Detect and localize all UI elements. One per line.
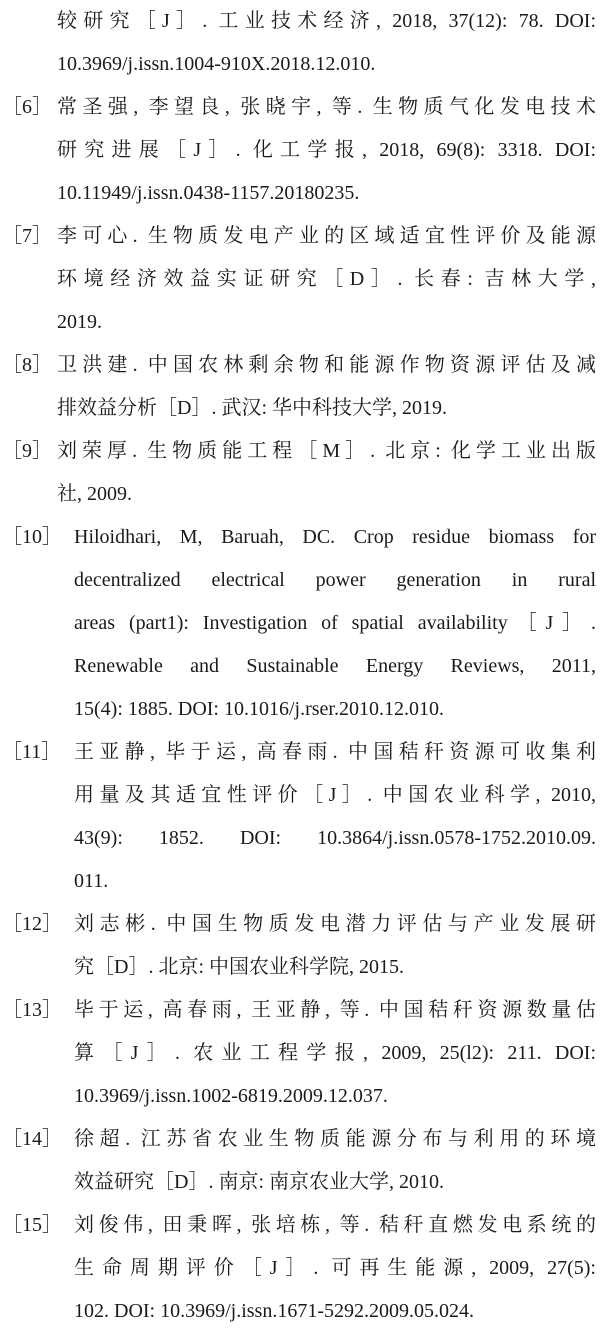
reference-number: ［9］ [2,440,52,462]
reference-number: ［8］ [2,354,52,376]
reference-entry [0,731,600,903]
reference-line: 环境经济效益实证研究［D］. 长春: 吉林大学, [57,268,596,290]
reference-line: 10.11949/j.issn.0438-1157.20180235. [57,182,360,204]
reference-line: Hiloidhari, M, Baruah, DC. Crop residue biomass for [74,526,596,548]
reference-line: Renewable and Sustainable Energy Reviews, 2011, [74,655,596,677]
reference-number: ［14］ [2,1128,62,1150]
reference-number: ［13］ [2,999,62,1021]
reference-line: 李可心. 生物质发电产业的区域适宜性评价及能源 [57,225,596,247]
reference-entry [0,215,600,344]
reference-number: ［10］ [2,526,62,548]
reference-line: 102. DOI: 10.3969/j.issn.1671-5292.2009.05.024. [74,1300,474,1322]
reference-number: ［7］ [2,225,52,247]
reference-number: ［11］ [2,741,62,763]
reference-line: 算［J］. 农业工程学报, 2009, 25(l2): 211. DOI: [74,1042,596,1064]
reference-line: 43(9): 1852. DOI: 10.3864/j.issn.0578-1752.2010.09. [74,827,596,849]
reference-number: ［15］ [2,1214,62,1236]
reference-entry [0,903,600,989]
reference-line: 常圣强, 李望良, 张晓宇, 等. 生物质气化发电技术 [57,96,596,118]
reference-entry [0,516,600,731]
reference-line: 毕于运, 高春雨, 王亚静, 等. 中国秸秆资源数量估 [74,999,596,1021]
reference-line: 卫洪建. 中国农林剩余物和能源作物资源评估及减 [57,354,596,376]
reference-line: 2019. [57,311,102,333]
reference-line: 用量及其适宜性评价［J］. 中国农业科学, 2010, [74,784,596,806]
reference-entry [0,1118,600,1204]
reference-line: 较研究［J］. 工业技术经济, 2018, 37(12): 78. DOI: [57,10,596,32]
reference-line: 10.3969/j.issn.1004-910X.2018.12.010. [57,53,376,75]
reference-line: 10.3969/j.issn.1002-6819.2009.12.037. [74,1085,388,1107]
reference-line: 徐超. 江苏省农业生物质能源分布与利用的环境 [74,1128,596,1150]
reference-line: 王亚静, 毕于运, 高春雨. 中国秸秆资源可收集利 [74,741,596,763]
reference-line: 究［D］. 北京: 中国农业科学院, 2015. [74,956,404,978]
reference-line: 效益研究［D］. 南京: 南京农业大学, 2010. [74,1171,444,1193]
reference-line: 刘俊伟, 田秉晖, 张培栋, 等. 秸秆直燃发电系统的 [74,1214,596,1236]
reference-entry [0,0,600,86]
reference-line: decentralized electrical power generation in rural [74,569,596,591]
reference-line: 社, 2009. [57,483,132,505]
reference-entry [0,344,600,430]
reference-number: ［6］ [2,96,52,118]
reference-line: 011. [74,870,109,892]
reference-line: areas (part1): Investigation of spatial availability［J］. [74,612,596,634]
reference-number: ［12］ [2,913,62,935]
reference-line: 刘荣厚. 生物质能工程［M］. 北京: 化学工业出版 [57,440,596,462]
reference-line: 15(4): 1885. DOI: 10.1016/j.rser.2010.12.010. [74,698,444,720]
reference-line: 刘志彬. 中国生物质发电潜力评估与产业发展研 [74,913,596,935]
reference-line: 生命周期评价［J］. 可再生能源, 2009, 27(5): [74,1257,596,1279]
reference-line: 排效益分析［D］. 武汉: 华中科技大学, 2019. [57,397,447,419]
reference-entry [0,1204,600,1333]
reference-line: 研究进展［J］. 化工学报, 2018, 69(8): 3318. DOI: [57,139,596,161]
reference-entry [0,86,600,215]
reference-entry [0,989,600,1118]
reference-entry [0,430,600,516]
